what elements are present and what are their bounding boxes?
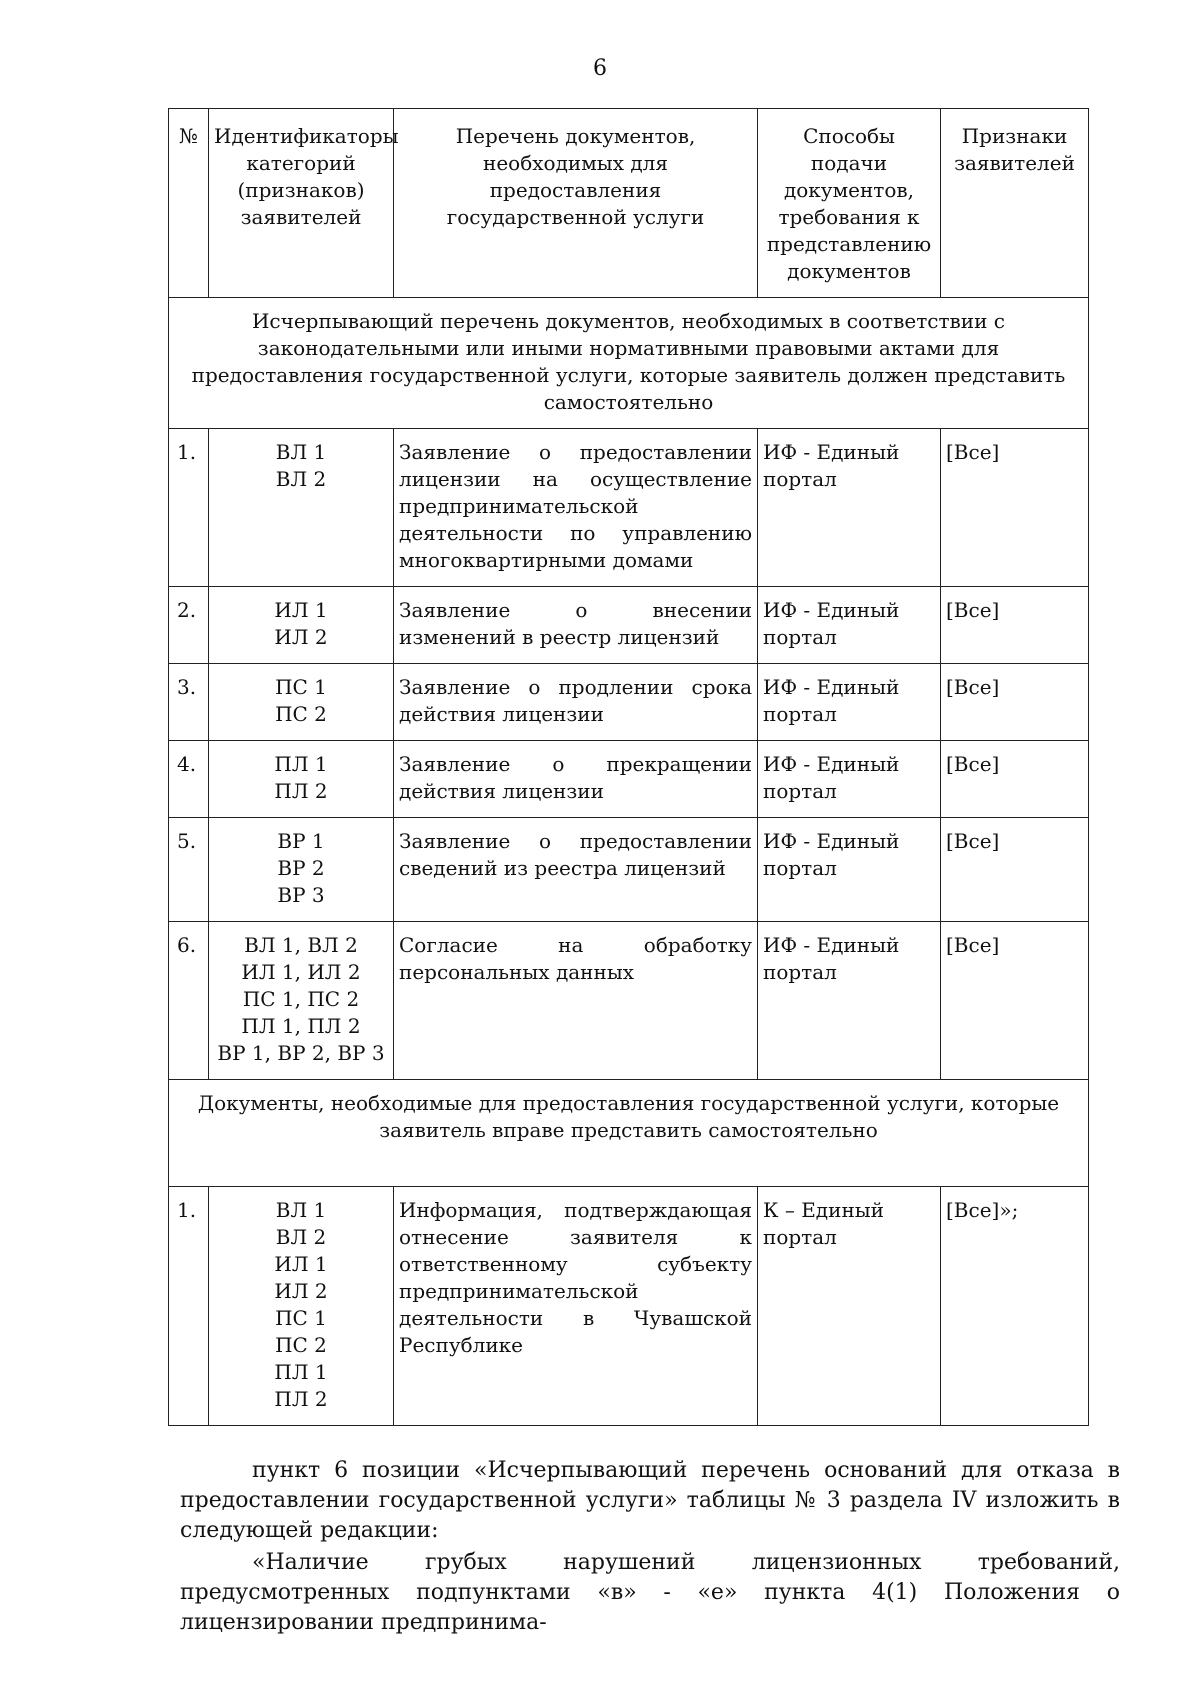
category-id: ПС 2	[275, 1333, 327, 1357]
applicant-signs: [Все]	[941, 818, 1089, 922]
document-name: Заявление о предоставлении лицензии на осуществление предпринимательской деятельности по управлению многоквартирными домами	[394, 429, 758, 587]
category-id: ИЛ 2	[274, 1279, 328, 1303]
category-id: ВР 2	[277, 856, 325, 880]
submission-method: К – Единый портал	[758, 1187, 941, 1426]
table-header-row	[169, 109, 1089, 298]
document-name: Информация, подтверждающая отнесение заявителя к ответственному субъекту предпринимательской деятельности в Чувашской Республике	[394, 1187, 758, 1426]
table-row	[169, 818, 1089, 922]
table-row	[169, 664, 1089, 741]
category-id: ПС 1	[275, 675, 327, 699]
category-id: ПС 1	[275, 1306, 327, 1330]
body-paragraph: пункт 6 позиции «Исчерпывающий перечень оснований для отказа в предоставлении государственной услуги» таблицы № 3 раздела IV изложить в следующей редакции:	[180, 1458, 1120, 1543]
category-id: ПЛ 1	[274, 752, 328, 776]
submission-method: ИФ - Единый портал	[758, 429, 941, 587]
row-number: 3.	[169, 664, 209, 741]
header-number: №	[169, 109, 209, 298]
category-id: ВР 3	[277, 883, 325, 907]
document-name: Заявление о внесении изменений в реестр лицензий	[394, 587, 758, 664]
category-id: ПЛ 2	[274, 1387, 328, 1411]
submission-method: ИФ - Единый портал	[758, 664, 941, 741]
category-id: ВЛ 2	[275, 1225, 327, 1249]
submission-method: ИФ - Единый портал	[758, 818, 941, 922]
applicant-signs: [Все]	[941, 922, 1089, 1080]
header-applicant-signs: Признаки заявителей	[941, 109, 1089, 298]
category-id: ИЛ 1	[274, 598, 328, 622]
section-title: Исчерпывающий перечень документов, необходимых в соответствии с законодательными или иными нормативными правовыми актами для предоставления государственной услуги, которые заявитель должен представить самостоятельно	[169, 298, 1089, 429]
category-ids	[209, 922, 394, 1080]
category-ids	[209, 1187, 394, 1426]
body-paragraph: «Наличие грубых нарушений лицензионных требований, предусмотренных подпунктами «в» - «е» пункта 4(1) Положения о лицензировании предпринима-	[180, 1550, 1120, 1635]
applicant-signs: [Все]	[941, 587, 1089, 664]
category-id: ВР 1	[277, 829, 325, 853]
header-documents: Перечень документов, необходимых для предоставления государственной услуги	[394, 109, 758, 298]
category-id: ПЛ 2	[274, 779, 328, 803]
document-name: Заявление о предоставлении сведений из реестра лицензий	[394, 818, 758, 922]
section-required-docs	[169, 298, 1089, 429]
category-ids	[209, 429, 394, 587]
category-id: ВЛ 1, ВЛ 2	[244, 933, 358, 957]
table-row	[169, 429, 1089, 587]
category-ids	[209, 664, 394, 741]
page-number: 6	[593, 56, 607, 81]
category-id: ВР 1, ВР 2, ВР 3	[217, 1041, 385, 1065]
category-ids	[209, 587, 394, 664]
category-id: ИЛ 2	[274, 625, 328, 649]
category-id: ВЛ 2	[275, 467, 327, 491]
category-id: ВЛ 1	[275, 440, 327, 464]
applicant-signs: [Все]	[941, 429, 1089, 587]
table-row	[169, 922, 1089, 1080]
row-number: 5.	[169, 818, 209, 922]
row-number: 1.	[169, 429, 209, 587]
header-submission-methods: Способы подачи документов, требования к представлению документов	[758, 109, 941, 298]
submission-method: ИФ - Единый портал	[758, 587, 941, 664]
category-id: ИЛ 1, ИЛ 2	[241, 960, 361, 984]
submission-method: ИФ - Единый портал	[758, 741, 941, 818]
document-name: Заявление о прекращении действия лицензии	[394, 741, 758, 818]
header-category-ids: Идентификаторы категорий (признаков) заявителей	[209, 109, 394, 298]
row-number: 2.	[169, 587, 209, 664]
row-number: 1.	[169, 1187, 209, 1426]
document-name: Согласие на обработку персональных данных	[394, 922, 758, 1080]
document-name: Заявление о продлении срока действия лицензии	[394, 664, 758, 741]
applicant-signs: [Все]	[941, 664, 1089, 741]
applicant-signs: [Все]»;	[941, 1187, 1089, 1426]
section-title: Документы, необходимые для предоставления государственной услуги, которые заявитель вправе представить самостоятельно	[169, 1080, 1089, 1187]
table-row	[169, 741, 1089, 818]
category-ids	[209, 741, 394, 818]
category-id: ПС 1, ПС 2	[242, 987, 360, 1011]
table-row	[169, 587, 1089, 664]
category-id: ВЛ 1	[275, 1198, 327, 1222]
applicant-signs: [Все]	[941, 741, 1089, 818]
row-number: 6.	[169, 922, 209, 1080]
submission-method: ИФ - Единый портал	[758, 922, 941, 1080]
category-id: ИЛ 1	[274, 1252, 328, 1276]
section-optional-docs	[169, 1080, 1089, 1187]
category-id: ПЛ 1, ПЛ 2	[241, 1014, 361, 1038]
category-ids	[209, 818, 394, 922]
category-id: ПЛ 1	[274, 1360, 328, 1384]
table-row	[169, 1187, 1089, 1426]
category-id: ПС 2	[275, 702, 327, 726]
row-number: 4.	[169, 741, 209, 818]
documents-table	[168, 108, 1089, 1426]
